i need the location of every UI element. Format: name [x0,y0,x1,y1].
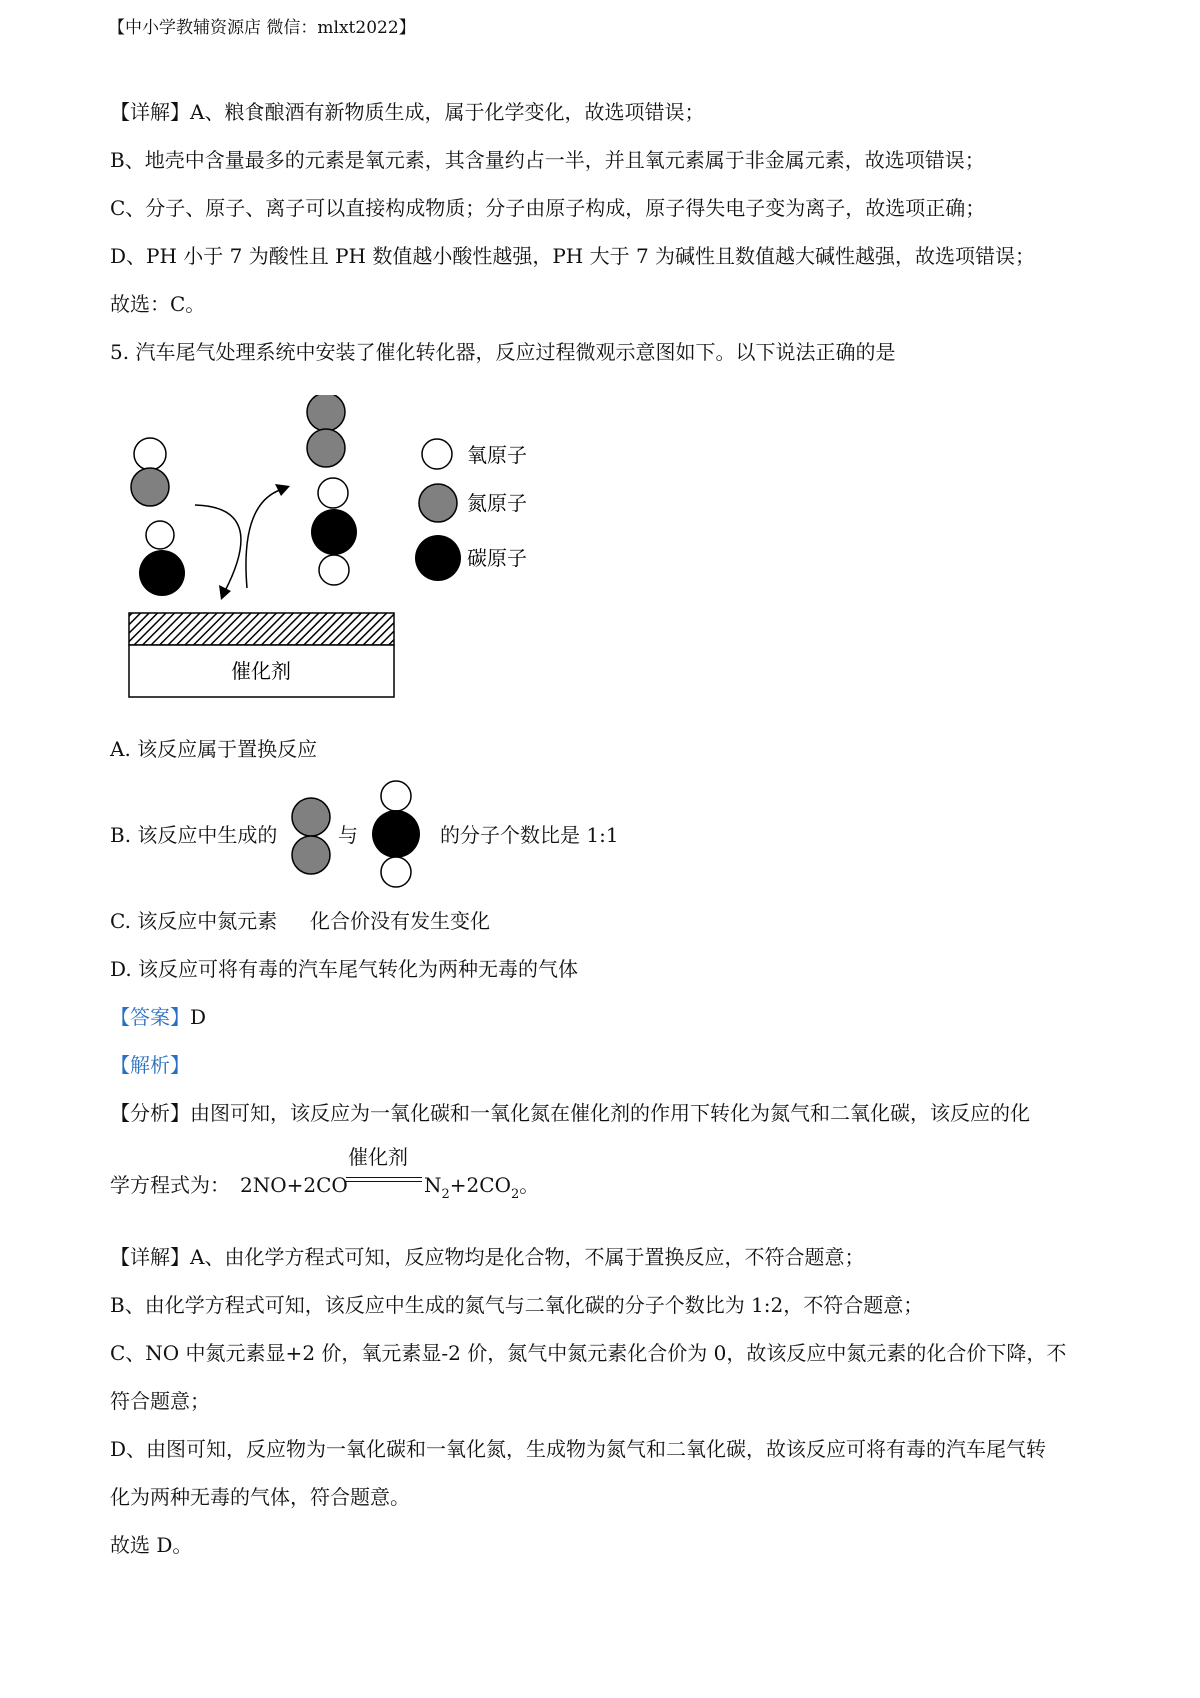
equation-plus-co: +2CO [449,1173,511,1197]
option-a: A. 该反应属于置换反应 [110,737,318,761]
detail-2-c-2: 符合题意； [110,1389,210,1413]
detail-1-a: 【详解】A、粮食酿酒有新物质生成，属于化学变化，故选项错误； [110,100,705,124]
option-b-n2-atom-top [292,798,330,836]
detail-2-d-1: D、由图可知，反应物为一氧化碳和一氧化氮，生成物为氮气和二氧化碳，故该反应可将有毒的汽车尾气转 [110,1437,1047,1461]
answer-label: 【答案】 [110,1005,190,1029]
equation-left: 2NO+2CO [240,1173,348,1197]
no-nitrogen-atom [131,468,169,506]
option-b-prefix: B. 该反应中生成的 [110,823,278,847]
detail-1-c: C、分子、原子、离子可以直接构成物质；分子由原子构成，原子得失电子变为离子，故选项正确； [110,196,986,220]
arrow-down-curve [195,505,241,591]
option-b-co2-oxygen-bottom [381,857,411,887]
reaction-diagram [120,395,560,715]
option-b-co2-oxygen-top [381,781,411,811]
detail-1-b: B、地壳中含量最多的元素是氧元素，其含量约占一半，并且氧元素属于非金属元素，故选项错误； [110,148,985,172]
legend-oxygen-icon [422,439,452,469]
co-carbon-atom [139,550,185,596]
option-b-co2-carbon [372,810,420,858]
option-b-n2-molecule [288,796,334,878]
equation-condition: 催化剂 [348,1145,408,1169]
detail-2-c-1: C、NO 中氮元素显+2 价，氧元素显-2 价，氮气中氮元素化合价为 0，故该反应中氮元素的化合价下降，不 [110,1341,1067,1365]
analysis-line-2-prefix: 学方程式为： [110,1173,230,1197]
equation-n-subscript: 2 [441,1187,450,1202]
co-oxygen-atom [146,521,174,549]
equation-n: N [424,1173,442,1197]
n2-nitrogen-atom-top [307,395,345,431]
legend-nitrogen-icon [419,484,457,522]
option-b-suffix: 的分子个数比是 1:1 [440,823,619,847]
page-header: 【中小学教辅资源店 微信：mlxt2022】 [108,18,416,38]
option-b-co2-molecule [370,779,422,889]
catalyst-label: 催化剂 [231,659,291,683]
n2-nitrogen-atom-bottom [307,429,345,467]
option-c-left: C. 该反应中氮元素 [110,909,278,933]
equation-co-subscript: 2 [510,1187,520,1202]
legend-nitrogen-label: 氮原子 [467,491,527,515]
detail-2-b: B、由化学方程式可知，该反应中生成的氮气与二氧化碳的分子个数比为 1:2，不符合题意； [110,1293,924,1317]
question-stem: 5. 汽车尾气处理系统中安装了催化转化器，反应过程微观示意图如下。以下说法正确的是 [110,340,896,364]
co2-oxygen-atom-bottom [319,555,349,585]
detail-2-a: 【详解】A、由化学方程式可知，反应物均是化合物，不属于置换反应，不符合题意； [110,1245,865,1269]
co2-carbon-atom [311,509,357,555]
analysis-line-1: 【分析】由图可知，该反应为一氧化碳和一氧化氮在催化剂的作用下转化为氮气和二氧化碳，该反应的化 [110,1101,1030,1125]
legend-carbon-icon [415,535,461,581]
arrow-down-head [219,585,231,600]
answer-line [110,1003,206,1031]
answer-value: D [190,1005,207,1029]
catalyst-surface [129,613,394,645]
option-c-right: 化合价没有发生变化 [310,909,490,933]
arrow-up-head [275,484,290,496]
no-oxygen-atom [134,438,166,470]
equation-end: 。 [519,1173,540,1197]
option-d: D. 该反应可将有毒的汽车尾气转化为两种无毒的气体 [110,957,579,981]
option-b-n2-atom-bottom [292,836,330,874]
co2-oxygen-atom-top [318,478,348,508]
detail-2-choice: 故选 D。 [110,1533,193,1557]
detail-1-choice: 故选：C。 [110,292,206,316]
equation-double-line [346,1177,422,1182]
detail-1-d: D、PH 小于 7 为酸性且 PH 数值越小酸性越强，PH 大于 7 为碱性且数值越大碱性越强，故选项错误； [110,244,1036,268]
arrow-up-curve [246,490,280,588]
legend-oxygen-label: 氧原子 [467,443,527,467]
detail-2-d-2: 化为两种无毒的气体，符合题意。 [110,1485,410,1509]
legend-carbon-label: 碳原子 [467,546,527,570]
option-b-mid: 与 [338,823,358,847]
equation-right [424,1171,539,1209]
analysis-label: 【解析】 [110,1053,190,1077]
